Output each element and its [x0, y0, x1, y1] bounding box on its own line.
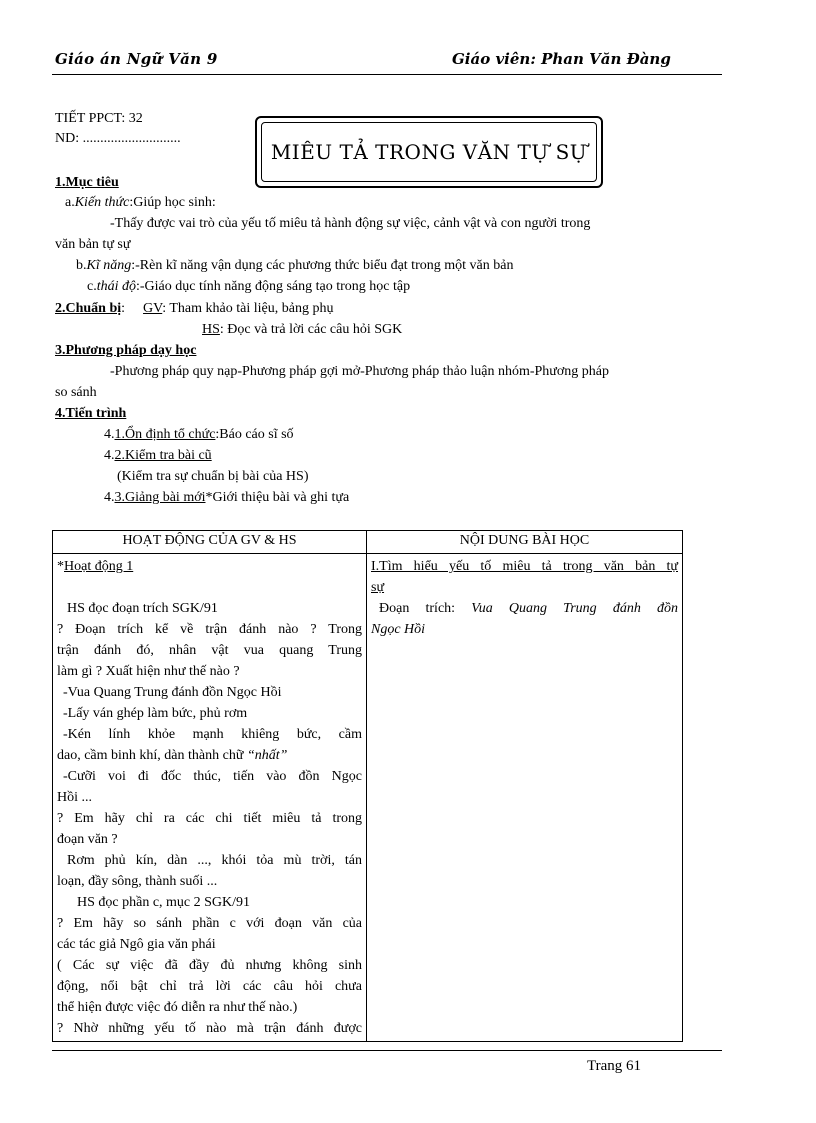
objectives-heading: 1.Mục tiêu: [55, 175, 119, 190]
col-activity-header: HOẠT ĐỘNG CỦA GV & HS: [53, 531, 367, 554]
excerpt-line: Đoạn trích: Vua Quang Trung đánh đồn: [379, 601, 678, 616]
header-divider: [52, 74, 722, 75]
attitude-line: c.thái độ:-Giáo dục tính năng động sáng tạo trong học tập: [87, 279, 411, 294]
method-line-2: so sánh: [55, 385, 97, 400]
text-line: làm gì ? Xuất hiện như thế nào ?: [57, 664, 240, 679]
question-line: ? Đoạn trích kể về trận đánh nào ? Trong: [57, 622, 362, 637]
col-content-header: NỘI DUNG BÀI HỌC: [367, 531, 683, 554]
text-line: -Lấy ván ghép làm bức, phủ rơm: [63, 706, 248, 721]
question-line: ? Em hãy so sánh phần c với đoạn văn của: [57, 916, 362, 931]
text-line: trận đánh đó, nhân vật vua quang Trung: [57, 643, 362, 658]
text-line: loạn, đầy sông, thành suối ...: [57, 874, 218, 889]
page-number: Trang 61: [587, 1058, 642, 1074]
text-line: các tác giả Ngô gia văn phái: [57, 937, 216, 952]
prep-line: 2.Chuẩn bị: GV: Tham khảo tài liệu, bảng phụ: [55, 301, 334, 316]
text-line: HS đọc đoạn trích SGK/91: [67, 601, 218, 616]
activity-cell: [53, 554, 367, 1042]
prep-hs-line: HS: Đọc và trả lời các câu hỏi SGK: [202, 322, 403, 337]
text-line: -Vua Quang Trung đánh đồn Ngọc Hồi: [63, 685, 282, 700]
header-subject: Giáo án Ngữ Văn 9: [55, 50, 218, 68]
question-line: ? Em hãy chỉ ra các chi tiết miêu tả trong: [57, 811, 362, 826]
process-step-1: 4.1.Ổn định tổ chức:Báo cáo sĩ số: [104, 427, 294, 442]
lesson-table: [52, 530, 683, 1042]
section-heading-cont: sự: [371, 580, 385, 595]
title-box: [255, 116, 603, 188]
page-title: MIÊU TẢ TRONG VĂN TỰ SỰ: [270, 140, 588, 164]
table-row: [53, 554, 683, 1042]
text-line: thể hiện được việc đó diễn ra như thế nào.): [57, 1000, 298, 1015]
text-line: Rơm phủ kín, dàn ..., khói tỏa mù trời, tán: [67, 853, 362, 868]
lesson-number: TIẾT PPCT: 32: [55, 111, 143, 126]
content-cell: [367, 554, 683, 1042]
text-line: -Kén lính khỏe mạnh khiêng bức, cầm: [63, 727, 362, 742]
text-line: ( Các sự việc đã đầy đủ nhưng không sinh: [57, 958, 362, 973]
skill-line: b.Kĩ năng:-Rèn kĩ năng vận dụng các phương thức biểu đạt trong một văn bản: [76, 258, 514, 273]
activity-title: *Hoạt động 1: [57, 559, 134, 574]
method-line-1: -Phương pháp quy nạp-Phương pháp gợi mở-Phương pháp thảo luận nhóm-Phương pháp: [110, 364, 610, 379]
knowledge-detail-2: văn bản tự sự: [55, 237, 131, 252]
footer-divider: [52, 1050, 722, 1051]
text-line: đoạn văn ?: [57, 832, 118, 847]
lesson-date: ND: ............................: [55, 131, 181, 146]
process-step-2: 4.2.Kiểm tra bài cũ: [104, 448, 212, 463]
knowledge-detail-1: -Thấy được vai trò của yếu tố miêu tả hành động sự việc, cảnh vật và con người trong: [110, 216, 591, 231]
header-teacher: Giáo viên: Phan Văn Đàng: [452, 50, 671, 68]
process-step-3: 4.3.Giảng bài mới*Giới thiệu bài và ghi tựa: [104, 490, 350, 505]
section-heading: I.Tìm hiểu yếu tố miêu tả trong văn bản tự: [371, 559, 678, 574]
process-heading: 4.Tiến trình: [55, 406, 127, 421]
knowledge-line: a.Kiến thức:Giúp học sinh:: [65, 195, 216, 210]
table-header-row: [53, 531, 683, 554]
text-line: HS đọc phần c, mục 2 SGK/91: [77, 895, 251, 910]
text-line: dao, cầm binh khí, dàn thành chữ “nhất”: [57, 748, 288, 763]
text-line: động, nổi bật chỉ trả lời các câu hỏi chưa: [57, 979, 362, 994]
process-step-2-note: (Kiểm tra sự chuẩn bị bài của HS): [117, 469, 309, 484]
method-heading: 3.Phương pháp dạy học: [55, 343, 197, 358]
excerpt-line-cont: Ngọc Hồi: [371, 622, 426, 637]
text-line: -Cưỡi voi đi đốc thúc, tiến vào đồn Ngọc: [63, 769, 362, 784]
text-line: Hồi ...: [57, 790, 92, 805]
question-line: ? Nhờ những yếu tố nào mà trận đánh được: [57, 1021, 362, 1036]
